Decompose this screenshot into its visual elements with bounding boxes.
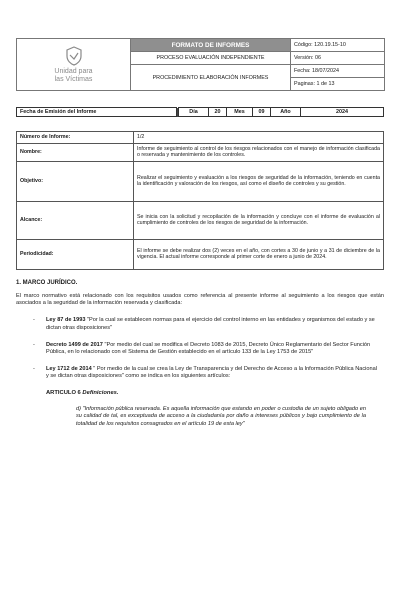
day-value: 20	[209, 108, 227, 117]
article-heading	[46, 390, 384, 396]
year-label: Año	[271, 108, 301, 117]
laws-list	[33, 317, 380, 381]
month-label: Mes	[227, 108, 253, 117]
shield-logo-icon	[65, 46, 83, 66]
list-item	[33, 365, 380, 381]
article-quote: d) "Información pública reservada. Es aquella información que estando en poder o custodia de un sujeto obligado en su calidad de tal, es exceptuada de acceso a la ciudadanía por daño a intereses públicos y bajo cumplimiento de la totalidad de los requisitos consagrados en el artículo 19 de esta ley"	[76, 405, 366, 427]
scope-value: Se inicia con la solicitud y recopilación de la información y concluye con el informe de evaluación al cumplimiento de controles de los riesgos de seguridad de la información.	[134, 201, 384, 239]
law-text: " Por medio de la cual se crea la Ley de Transparencia y del Derecho de Acceso a la Información Pública Nacional y se dictan otras disposiciones" como se indica en los siguientes artículos:	[46, 365, 377, 380]
scope-label: Alcance:	[17, 201, 134, 239]
doc-code: Código: 120.19.15-10	[291, 39, 385, 52]
law-name: Ley 87 de 1993	[46, 317, 86, 324]
article-title: Definiciones.	[82, 389, 119, 396]
report-name-label: Nombre:	[17, 143, 134, 161]
objective-label: Objetivo:	[17, 161, 134, 201]
document-header	[16, 38, 385, 91]
day-label: Día	[179, 108, 209, 117]
section-intro: El marco normativo está relacionado con los requisitos usados como referencia al presente informe al seguimiento a los riesgos que están asociados a la seguridad de la información reservada y clasificada:	[16, 292, 384, 306]
dash-bullet-icon: -	[33, 365, 35, 372]
law-text: "Por medio del cual se modifica el Decreto 1083 de 2015, Decreto Único Reglamentario del Sector Función Pública, en lo relacionado con el Sistema de Gestión establecido en el artículo 133 de la Ley 1753 de 2015"	[46, 341, 371, 356]
month-value: 09	[253, 108, 271, 117]
doc-version: Versión: 06	[291, 52, 385, 65]
section-title: 1. MARCO JURÍDICO.	[16, 279, 78, 286]
org-name-line1: Unidad para	[54, 67, 93, 75]
list-item	[33, 317, 380, 332]
year-value: 2024	[301, 108, 384, 117]
list-item	[33, 341, 380, 357]
objective-value: Realizar el seguimiento y evaluación a los riesgos de seguridad de la información, teniendo en cuenta la identificación y valoración de los riesgos, así como el diseño de controles y su gestión.	[134, 161, 384, 201]
doc-pages: Paginas: 1 de 13	[291, 78, 385, 91]
process-name: PROCESO EVALUACIÓN INDEPENDIENTE	[131, 52, 291, 65]
logo-cell	[17, 39, 131, 91]
law-name: Ley 1712 de 2014	[46, 365, 92, 372]
org-name-line2: las Víctimas	[54, 75, 93, 83]
report-info-table	[16, 131, 384, 270]
dash-bullet-icon: -	[33, 341, 35, 348]
doc-date: Fecha: 18/07/2024	[291, 65, 385, 78]
report-number-label: Número de Informe:	[17, 132, 134, 144]
law-name: Decreto 1499 de 2017	[46, 341, 103, 348]
law-text: "Por la cual se establecen normas para el ejercicio del control interno en las entidades y organismos del estado y se dictan otras disposiciones"	[46, 317, 375, 331]
article-label: ARTICULO 6	[46, 389, 81, 396]
periodicity-value: El informe se debe realizar dos (2) veces en el año, con cortes a 30 de junio y a 31 de diciembre de la vigencia. El actual informe corresponde al primer corte de enero a junio de 2024.	[134, 239, 384, 269]
format-title: FORMATO DE INFORMES	[131, 39, 291, 52]
emission-label: Fecha de Emisión del Informe	[17, 108, 177, 117]
periodicity-label: Periodicidad:	[17, 239, 134, 269]
procedure-name: PROCEDIMIENTO ELABORACIÓN INFORMES	[131, 65, 291, 91]
report-number-value: 1/2	[134, 132, 384, 144]
dash-bullet-icon: -	[33, 317, 35, 324]
report-name-value: Informe de seguimiento al control de los riesgos relacionados con el manejo de información clasificada o reservada y mantenimiento de los controles.	[134, 143, 384, 161]
emission-date-row	[16, 107, 384, 117]
